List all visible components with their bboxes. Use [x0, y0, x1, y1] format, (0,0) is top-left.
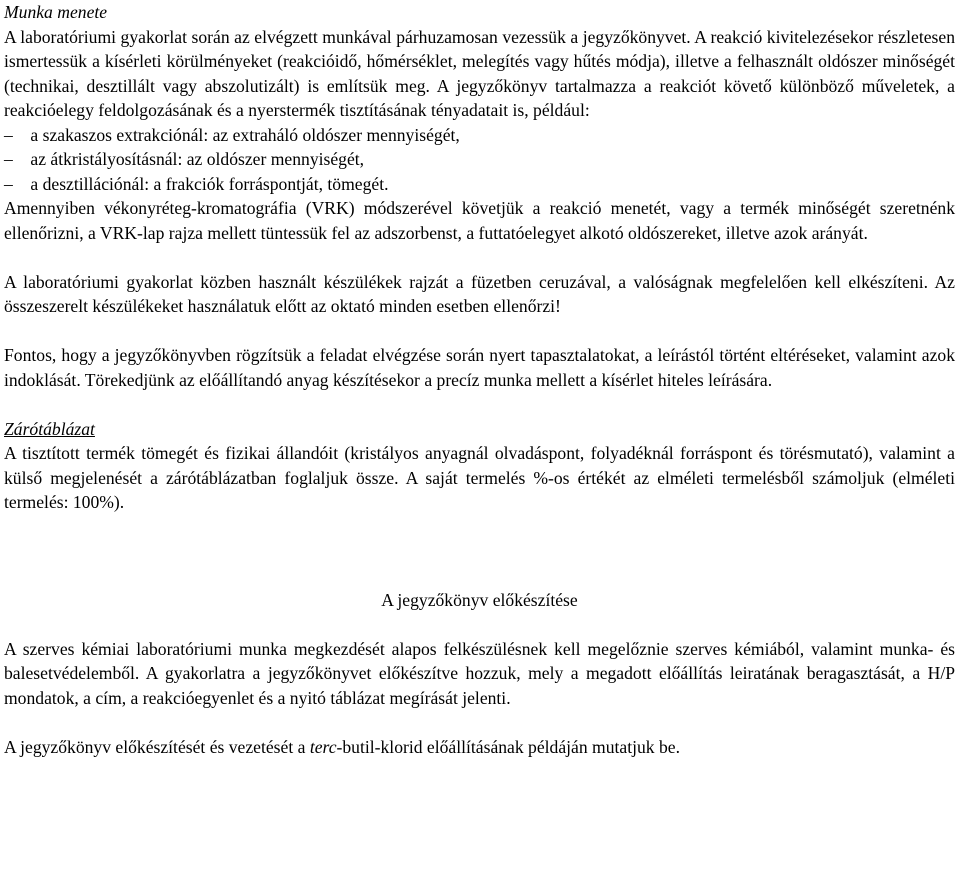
- paragraph-tapasztalatok: Fontos, hogy a jegyzőkönyvben rögzítsük a feladat elvégzése során nyert tapasztalatokat, a leírástól történt eltéréseket, valamint azok indoklását. Törekedjünk az előállítandó anyag készítésekor a precíz munka mellett a kísérlet hiteles leírására.: [4, 345, 955, 390]
- paragraph-keszulekek: A laboratóriumi gyakorlat közben használt készülékek rajzát a füzetben ceruzával, a valóságnak megfelelően kell elkészíteni. Az összeszerelt készülékeket használatuk előtt az oktató minden esetben ellenőrzi!: [4, 271, 955, 316]
- list-item-atkristalyositas: [4, 147, 955, 172]
- list-item-extrakcio: [4, 123, 955, 148]
- paragraph-jegyzokonyv-vezetese: A laboratóriumi gyakorlat során az elvégzett munkával párhuzamosan vezessük a jegyzőkönyvet. A reakció kivitelezésekor részletesen ismertessük a kísérleti körülményeket (reakcióidő, hőmérséklet, melegítés vagy hűtés módja), illetve a felhasznált oldószer minőségét (technikai, desztillált vagy abszolutizált) is említsük meg. A jegyzőkönyv tartalmazza a reakciót követő különböző műveletek, a reakcióelegy feldolgozásának és a nyerstermék tisztításának tényadatait is, például:: [4, 26, 955, 120]
- paragraph-zarotablazat: A tisztított termék tömegét és fizikai állandóit (kristályos anyagnál olvadáspont, folyadéknál forráspont és törésmutató), valamint a külső megjelenését a zárótáblázatban foglaljuk össze. A saját termelés %-os értékét az elméleti termelésből számoljuk (elméleti termelés: 100%).: [4, 443, 955, 512]
- paragraph-pelda-italic-terc: terc: [309, 736, 337, 757]
- dash-bullet: –: [4, 124, 13, 145]
- document-page: [4, 0, 955, 759]
- section-heading-munka-menete: Munka menete: [4, 2, 108, 22]
- paragraph-pelda-text-2: -butil-klorid előállításának példáján mutatjuk be.: [336, 736, 680, 757]
- paragraph-pelda: [4, 735, 955, 760]
- paragraph-vrk: Amennyiben vékonyréteg-kromatográfia (VRK) módszerével követjük a reakció menetét, vagy a termék minőségét szeretnénk ellenőrizni, a VRK-lap rajza mellett tüntessük fel az adszorbenst, a futtatóelegyet alkotó oldószereket, illetve azok arányát.: [4, 198, 955, 243]
- paragraph-pelda-text-1: A jegyzőkönyv előkészítését és vezetését a: [4, 736, 310, 757]
- dash-bullet: –: [4, 173, 13, 194]
- section-heading-elokeszites: A jegyzőkönyv előkészítése: [381, 589, 578, 610]
- list-item-desztillacio: [4, 172, 955, 197]
- section-heading-zarotablazat: Zárótáblázat: [4, 418, 95, 439]
- dash-bullet: –: [4, 149, 13, 169]
- list-item-text: a szakaszos extrakciónál: az extraháló oldószer mennyiségét,: [30, 124, 460, 145]
- list-item-text: a desztillációnál: a frakciók forráspontját, tömegét.: [30, 173, 389, 194]
- paragraph-elokeszites: A szerves kémiai laboratóriumi munka megkezdését alapos felkészülésnek kell megelőznie szerves kémiából, valamint munka- és balesetvédelemből. A gyakorlatra a jegyzőkönyvet előkészítve hozzuk, mely a megadott előállítás leiratának beragasztását, a H/P mondatok, a cím, a reakcióegyenlet és a nyitó táblázat megírását jelenti.: [4, 638, 955, 708]
- list-item-text: az átkristályosításnál: az oldószer mennyiségét,: [30, 149, 365, 169]
